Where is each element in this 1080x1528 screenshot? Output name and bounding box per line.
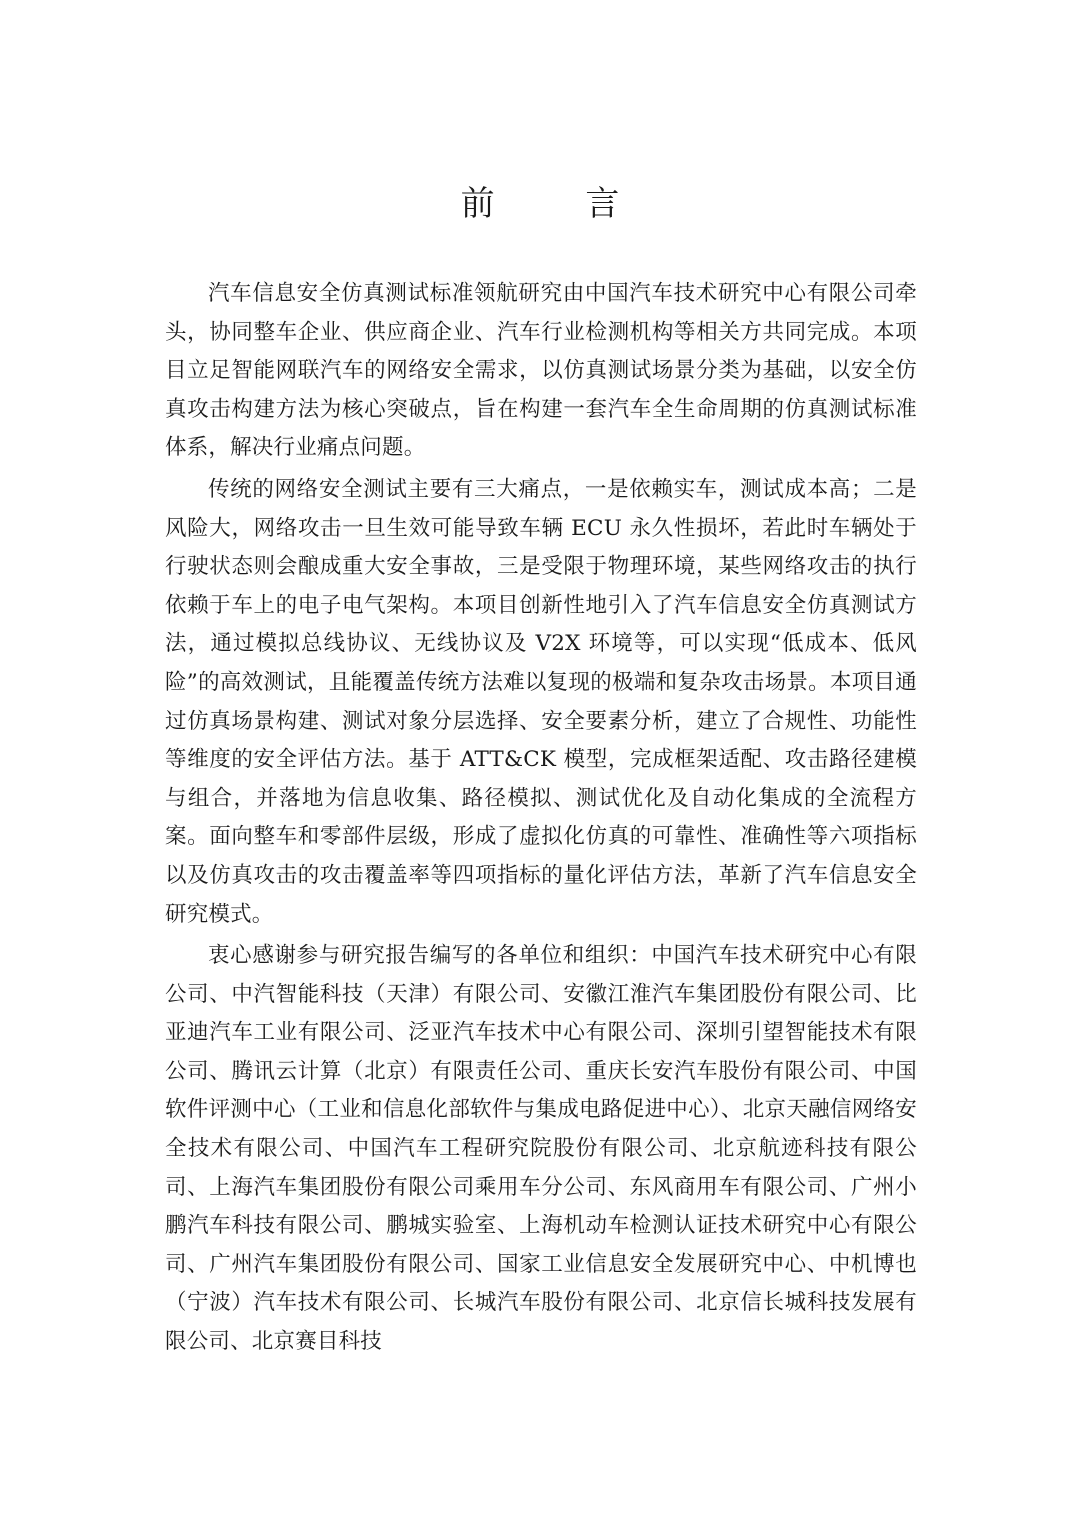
document-body [165,275,917,1365]
page-title: 前 言 [460,184,660,224]
paragraph-acknowledgements: 衷心感谢参与研究报告编写的各单位和组织：中国汽车技术研究中心有限公司、中汽智能科技（天津）有限公司、安徽江淮汽车集团股份有限公司、比亚迪汽车工业有限公司、泛亚汽车技术中心有限公司、深圳引望智能技术有限公司、腾讯云计算（北京）有限责任公司、重庆长安汽车股份有限公司、中国软件评测中心（工业和信息化部软件与集成电路促进中心）、北京天融信网络安全技术有限公司、中国汽车工程研究院股份有限公司、北京航迹科技有限公司、上海汽车集团股份有限公司乘用车分公司、东风商用车有限公司、广州小鹏汽车科技有限公司、鹏城实验室、上海机动车检测认证技术研究中心有限公司、广州汽车集团股份有限公司、国家工业信息安全发展研究中心、中机博也（宁波）汽车技术有限公司、长城汽车股份有限公司、北京信长城科技发展有限公司、北京赛目科技 [165,943,917,1355]
paragraph-pain-points: 传统的网络安全测试主要有三大痛点，一是依赖实车，测试成本高；二是风险大，网络攻击一旦生效可能导致车辆 ECU 永久性损坏，若此时车辆处于行驶状态则会酿成重大安全事故，三是受限于物理环境，某些网络攻击的执行依赖于车上的电子电气架构。本项目创新性地引入了汽车信息安全仿真测试方法，通过模拟总线协议、无线协议及 V2X 环境等，可以实现“低成本、低风险”的高效测试，且能覆盖传统方法难以复现的极端和复杂攻击场景。本项目通过仿真场景构建、测试对象分层选择、安全要素分析，建立了合规性、功能性等维度的安全评估方法。基于 ATT&CK 模型，完成框架适配、攻击路径建模与组合，并落地为信息收集、路径模拟、测试优化及自动化集成的全流程方案。面向整车和零部件层级，形成了虚拟化仿真的可靠性、准确性等六项指标以及仿真攻击的攻击覆盖率等四项指标的量化评估方法，革新了汽车信息安全研究模式。 [165,476,917,927]
paragraph-intro: 汽车信息安全仿真测试标准领航研究由中国汽车技术研究中心有限公司牵头，协同整车企业、供应商企业、汽车行业检测机构等相关方共同完成。本项目立足智能网联汽车的网络安全需求，以仿真测试场景分类为基础，以安全仿真攻击构建方法为核心突破点，旨在构建一套汽车全生命周期的仿真测试标准体系，解决行业痛点问题。 [165,281,917,461]
